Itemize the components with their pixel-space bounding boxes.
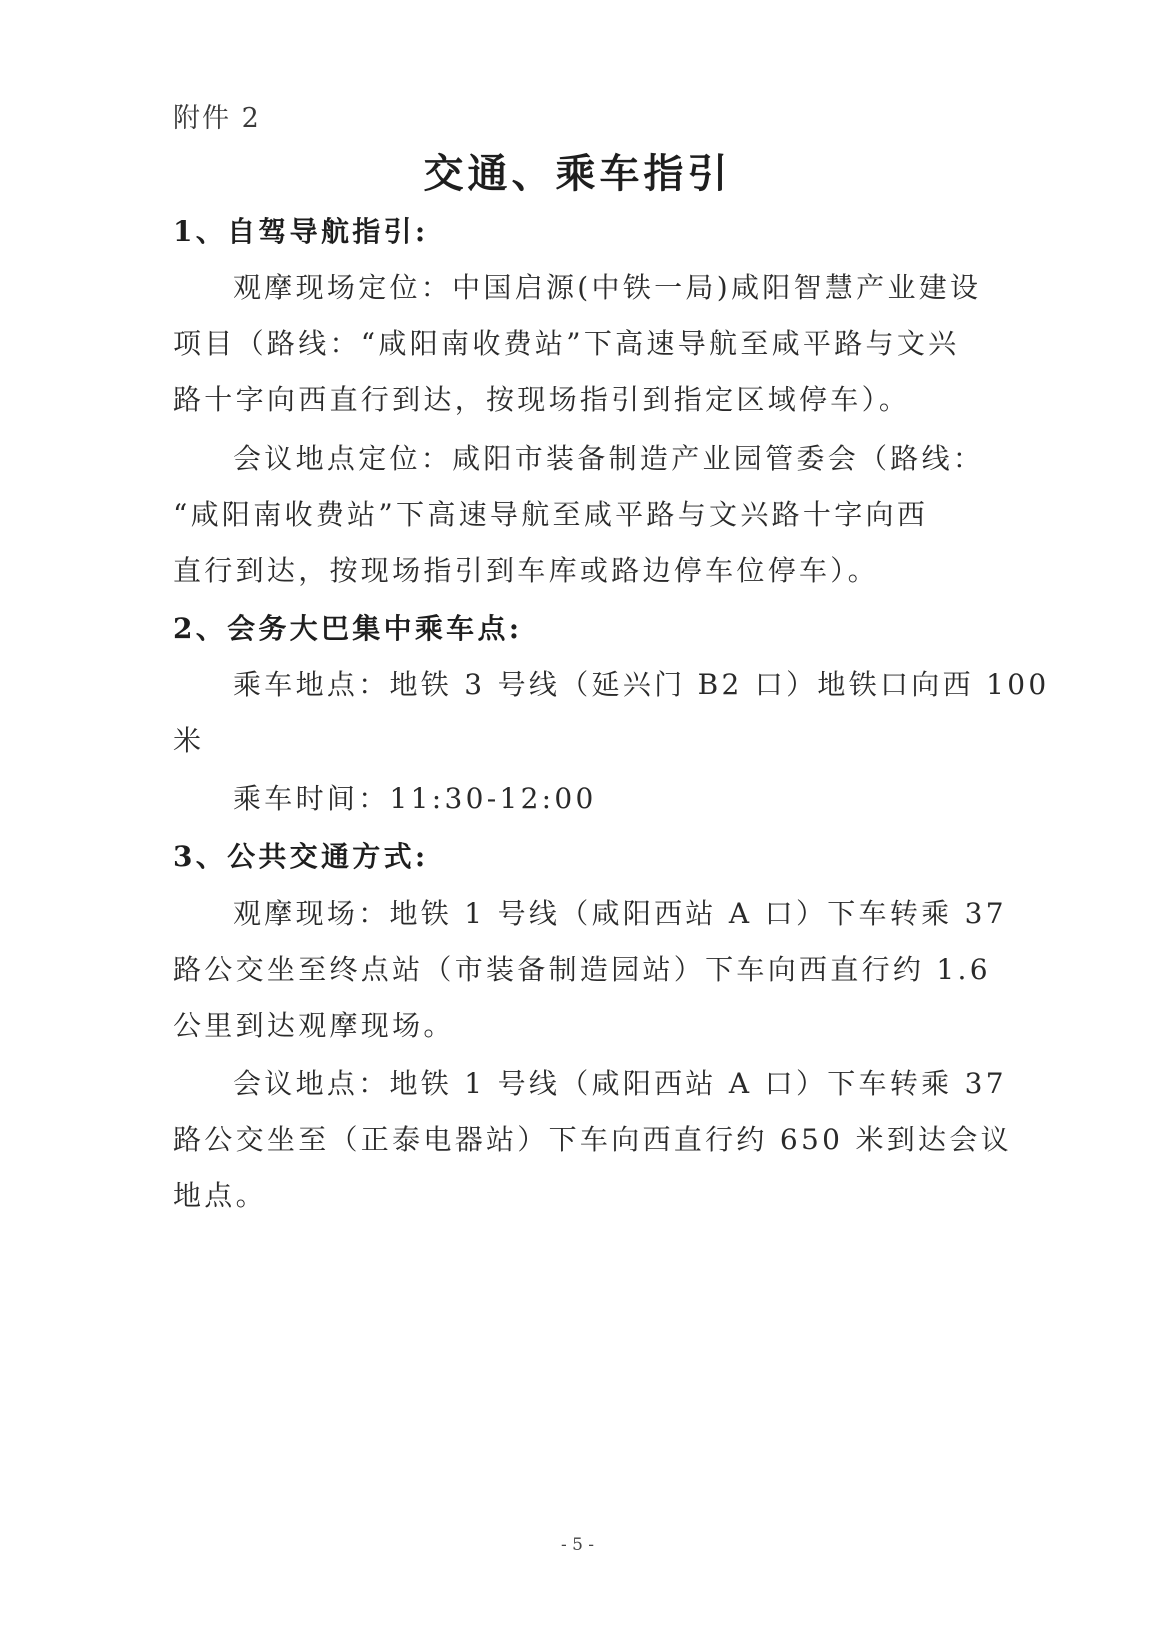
section-3-meeting-line-2: 路公交坐至（正泰电器站）下车向西直行约 650 米到达会议 xyxy=(173,1123,1012,1156)
section-2-location-line-1: 乘车地点：地铁 3 号线（延兴门 B2 口）地铁口向西 100 xyxy=(233,668,1050,701)
page-number: - 5 - xyxy=(560,1535,595,1555)
section-3-heading: 3、公共交通方式: xyxy=(173,840,429,873)
section-1-meeting-line-1: 会议地点定位：咸阳市装备制造产业园管委会（路线： xyxy=(233,442,985,475)
section-2-location-line-2: 米 xyxy=(173,724,205,757)
attachment-label: 附件 2 xyxy=(173,103,261,134)
section-3-meeting-line-3: 地点。 xyxy=(173,1179,267,1212)
section-1-meeting-line-3: 直行到达，按现场指引到车库或路边停车位停车）。 xyxy=(173,554,879,587)
section-1-meeting-line-2: “咸阳南收费站”下高速导航至咸平路与文兴路十字向西 xyxy=(173,498,929,531)
section-2-heading: 2、会务大巴集中乘车点: xyxy=(173,612,523,645)
section-1-visit-line-3: 路十字向西直行到达，按现场指引到指定区域停车）。 xyxy=(173,383,911,416)
section-3-visit-line-2: 路公交坐至终点站（市装备制造园站）下车向西直行约 1.6 xyxy=(173,953,991,986)
section-3-visit-line-1: 观摩现场：地铁 1 号线（咸阳西站 A 口）下车转乘 37 xyxy=(233,897,1007,930)
section-2-time: 乘车时间：11:30-12:00 xyxy=(233,782,597,815)
page-title: 交通、乘车指引 xyxy=(423,150,732,197)
section-1-heading: 1、自驾导航指引: xyxy=(173,215,429,248)
section-3-meeting-line-1: 会议地点：地铁 1 号线（咸阳西站 A 口）下车转乘 37 xyxy=(233,1067,1007,1100)
section-1-visit-line-1: 观摩现场定位：中国启源(中铁一局)咸阳智慧产业建设 xyxy=(233,271,982,304)
section-1-visit-line-2: 项目（路线：“咸阳南收费站”下高速导航至咸平路与文兴 xyxy=(173,327,960,360)
section-3-visit-line-3: 公里到达观摩现场。 xyxy=(173,1009,455,1042)
